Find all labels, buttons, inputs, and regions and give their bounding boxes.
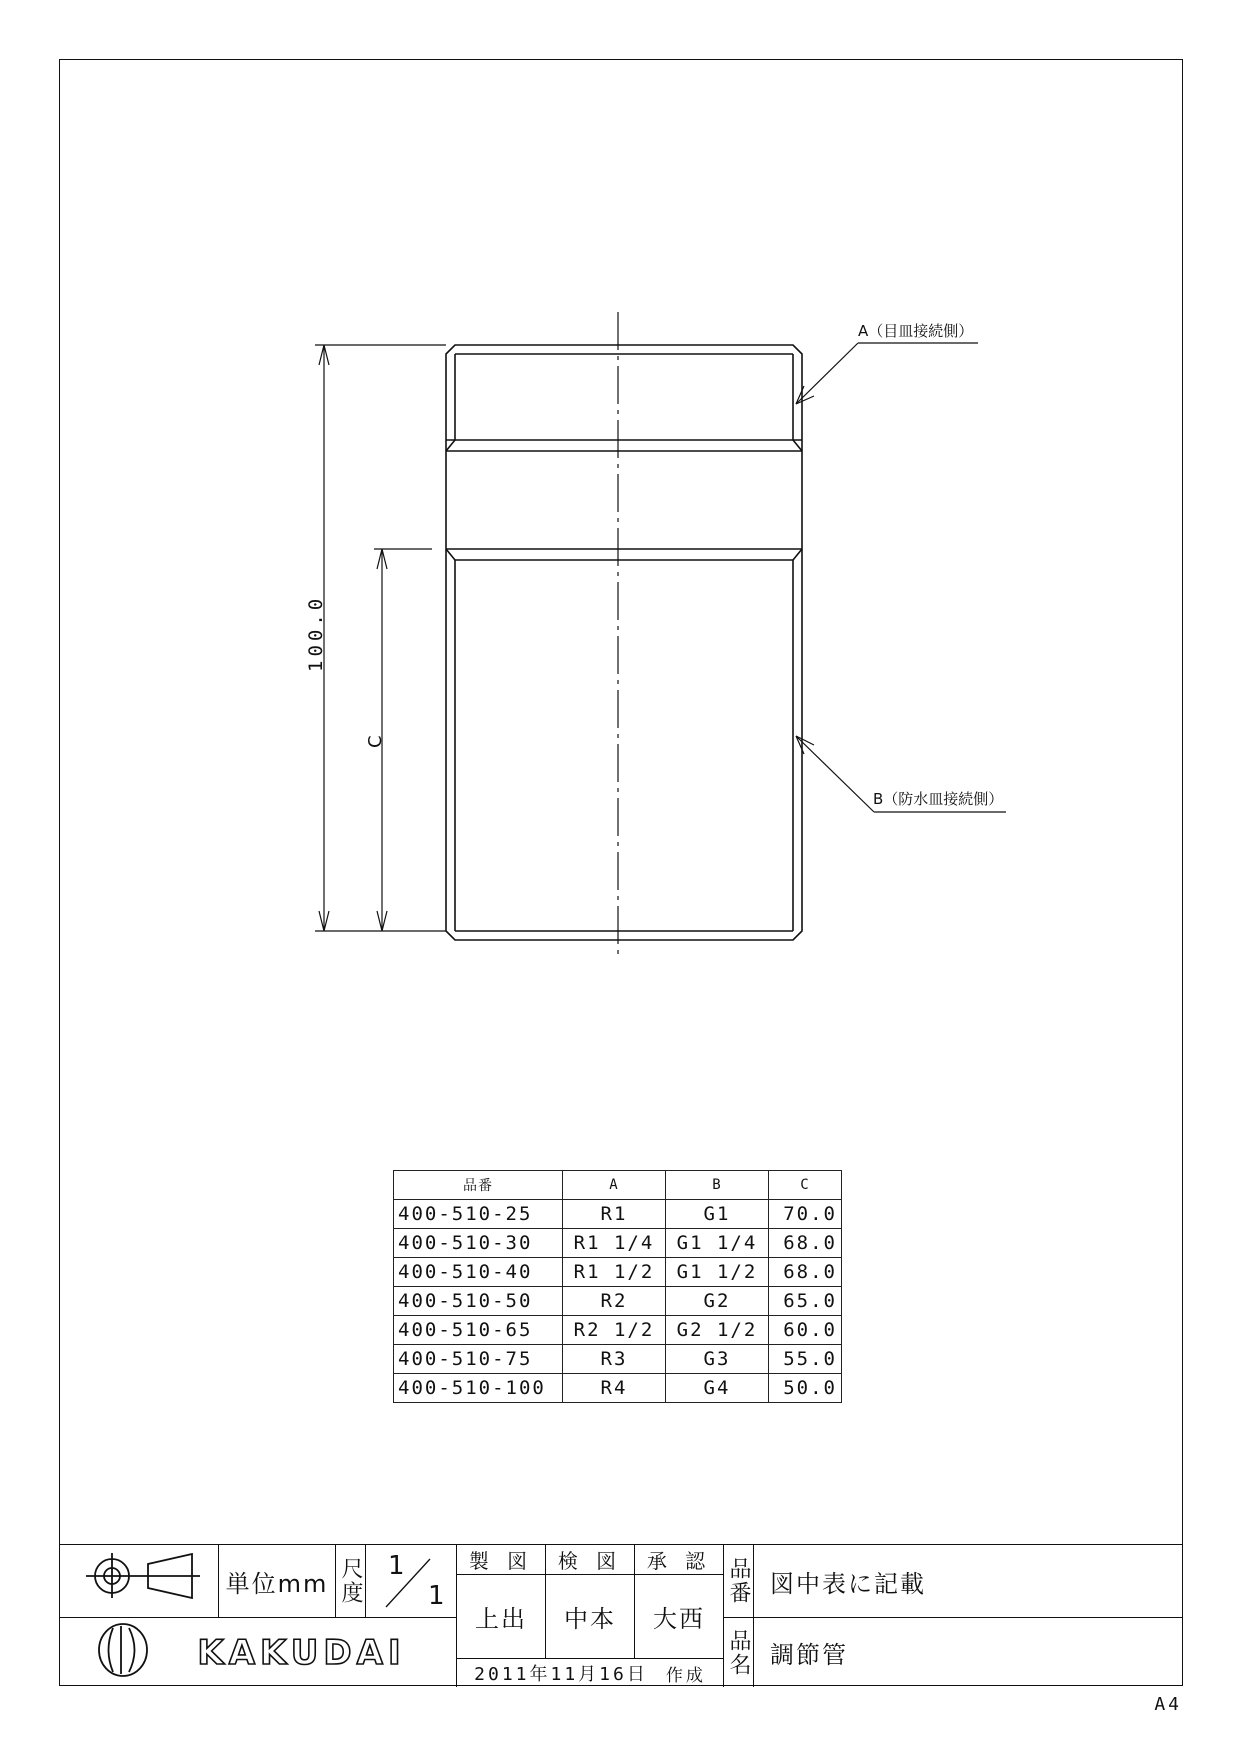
table-row <box>394 1374 842 1403</box>
title-block <box>59 1544 1183 1686</box>
table-row <box>394 1200 842 1229</box>
scale-numerator: 1 <box>388 1551 405 1581</box>
leader-b-label: B（防水皿接続側） <box>873 790 1004 808</box>
unit-label: 単位mm <box>219 1545 336 1618</box>
leader-a <box>796 343 978 404</box>
made-label: 作成 <box>665 1665 706 1686</box>
table-row <box>394 1316 842 1345</box>
header-c: C <box>769 1171 842 1200</box>
sheet-size: A4 <box>1154 1694 1182 1715</box>
table-row <box>394 1258 842 1287</box>
spec-header-row <box>394 1171 842 1200</box>
header-a: A <box>563 1171 666 1200</box>
scale-denominator: 1 <box>428 1581 445 1611</box>
header-part-no: 品番 <box>394 1171 563 1200</box>
scale-label: 尺度 <box>336 1545 366 1618</box>
cell-a: R4 <box>563 1374 666 1403</box>
brand-name: KAKUDAI <box>197 1632 406 1673</box>
leader-a-label: A（目皿接続側） <box>858 322 974 340</box>
cell-b: G4 <box>666 1374 769 1403</box>
cell-code: 400-510-25 <box>394 1200 563 1229</box>
drafted-label: 製 図 <box>457 1545 546 1575</box>
cell-c: 50.0 <box>769 1374 842 1403</box>
dimension-c-label: C <box>365 735 386 748</box>
brand-cell <box>59 1618 457 1687</box>
scale-value <box>366 1545 457 1618</box>
cell-code: 400-510-50 <box>394 1287 563 1316</box>
cell-code: 400-510-100 <box>394 1374 563 1403</box>
cell-c: 68.0 <box>769 1258 842 1287</box>
projection-symbol-cell <box>59 1545 219 1618</box>
cell-b: G2 1/2 <box>666 1316 769 1345</box>
cell-a: R1 1/4 <box>563 1229 666 1258</box>
cell-b: G3 <box>666 1345 769 1374</box>
cell-c: 68.0 <box>769 1229 842 1258</box>
pipe-outline <box>446 345 802 940</box>
cell-b: G1 1/2 <box>666 1258 769 1287</box>
dimension-total <box>315 345 446 931</box>
table-row <box>394 1345 842 1374</box>
part-no-label: 品番 <box>724 1545 754 1618</box>
cell-code: 400-510-40 <box>394 1258 563 1287</box>
checked-by: 中本 <box>546 1575 635 1659</box>
part-name-label: 品名 <box>724 1618 754 1687</box>
cell-code: 400-510-75 <box>394 1345 563 1374</box>
header-b: B <box>666 1171 769 1200</box>
approved-by: 大西 <box>635 1575 724 1659</box>
cell-a: R3 <box>563 1345 666 1374</box>
cell-c: 60.0 <box>769 1316 842 1345</box>
drawing-date: 2011年11月16日 <box>474 1664 648 1685</box>
cell-code: 400-510-30 <box>394 1229 563 1258</box>
cell-b: G1 1/4 <box>666 1229 769 1258</box>
part-no-value: 図中表に記載 <box>754 1545 1183 1618</box>
date-cell <box>457 1659 724 1687</box>
table-row <box>394 1229 842 1258</box>
cell-a: R1 1/2 <box>563 1258 666 1287</box>
approved-label: 承 認 <box>635 1545 724 1575</box>
cell-a: R2 1/2 <box>563 1316 666 1345</box>
cell-c: 70.0 <box>769 1200 842 1229</box>
cell-a: R1 <box>563 1200 666 1229</box>
cell-b: G1 <box>666 1200 769 1229</box>
part-name-value: 調節管 <box>770 1641 848 1669</box>
drafted-by: 上出 <box>457 1575 546 1659</box>
table-row <box>394 1287 842 1316</box>
checked-label: 検 図 <box>546 1545 635 1575</box>
cell-c: 65.0 <box>769 1287 842 1316</box>
cell-c: 55.0 <box>769 1345 842 1374</box>
cell-code: 400-510-65 <box>394 1316 563 1345</box>
dimension-total-label: 100.0 <box>305 594 327 672</box>
spec-table <box>393 1170 842 1403</box>
cell-b: G2 <box>666 1287 769 1316</box>
cell-a: R2 <box>563 1287 666 1316</box>
